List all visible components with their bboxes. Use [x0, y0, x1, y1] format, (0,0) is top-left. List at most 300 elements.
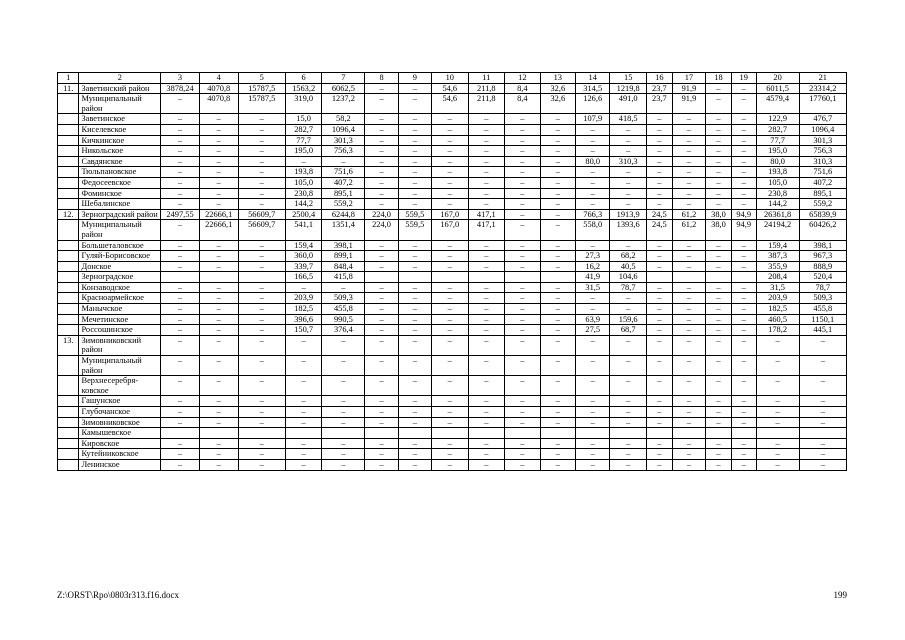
value-cell: 56609,7	[238, 220, 285, 240]
value-cell: –	[398, 325, 431, 336]
value-cell: –	[468, 199, 505, 210]
value-cell: –	[161, 124, 200, 135]
value-cell: –	[505, 304, 540, 315]
row-number	[58, 261, 79, 272]
value-cell: –	[365, 356, 398, 376]
value-cell: –	[646, 449, 672, 460]
value-cell: –	[540, 167, 575, 178]
value-cell: –	[646, 251, 672, 262]
value-cell: –	[468, 167, 505, 178]
column-number: 10	[432, 73, 469, 84]
table-row	[58, 251, 847, 262]
value-cell: –	[398, 240, 431, 251]
value-cell	[646, 272, 672, 283]
value-cell: –	[398, 282, 431, 293]
value-cell: 445,1	[799, 325, 846, 336]
value-cell: –	[706, 240, 732, 251]
value-cell: –	[672, 251, 705, 262]
value-cell: –	[199, 199, 238, 210]
value-cell: –	[161, 135, 200, 146]
value-cell: –	[505, 261, 540, 272]
value-cell: –	[646, 304, 672, 315]
value-cell: –	[540, 188, 575, 199]
value-cell: –	[161, 146, 200, 157]
value-cell: –	[646, 407, 672, 418]
row-number	[58, 449, 79, 460]
value-cell: 77,7	[756, 135, 799, 146]
value-cell	[432, 272, 469, 283]
value-cell: –	[398, 438, 431, 449]
value-cell: –	[199, 114, 238, 125]
table-row	[58, 356, 847, 376]
value-cell: –	[432, 199, 469, 210]
value-cell: –	[576, 417, 610, 428]
row-number	[58, 114, 79, 125]
value-cell	[468, 428, 505, 439]
value-cell: –	[610, 417, 647, 428]
row-number: 12.	[58, 209, 79, 220]
value-cell: –	[672, 261, 705, 272]
value-cell: 68,2	[610, 251, 647, 262]
value-cell: –	[432, 325, 469, 336]
territory-name: Зимовниковский район	[79, 335, 161, 355]
row-number	[58, 376, 79, 396]
value-cell: 208,4	[756, 272, 799, 283]
territory-name: Донское	[79, 261, 161, 272]
value-cell: 520,4	[799, 272, 846, 283]
territory-name: Киселевское	[79, 124, 161, 135]
value-cell: –	[505, 188, 540, 199]
value-cell: 23,7	[646, 94, 672, 114]
column-number: 15	[610, 73, 647, 84]
row-number	[58, 240, 79, 251]
value-cell: –	[706, 261, 732, 272]
value-cell: –	[646, 396, 672, 407]
column-number: 17	[672, 73, 705, 84]
value-cell: –	[468, 114, 505, 125]
value-cell: 31,5	[756, 282, 799, 293]
table-row	[58, 135, 847, 146]
value-cell	[199, 428, 238, 439]
value-cell: –	[365, 240, 398, 251]
value-cell: –	[706, 124, 732, 135]
value-cell: –	[199, 449, 238, 460]
value-cell: –	[199, 325, 238, 336]
value-cell: 27,5	[576, 325, 610, 336]
value-cell: 559,5	[398, 220, 431, 240]
row-number	[58, 251, 79, 262]
value-cell: 476,7	[799, 114, 846, 125]
value-cell: 77,7	[285, 135, 322, 146]
value-cell: 559,2	[799, 199, 846, 210]
value-cell	[398, 272, 431, 283]
value-cell: 27,3	[576, 251, 610, 262]
value-cell: –	[322, 407, 365, 418]
value-cell: –	[540, 396, 575, 407]
value-cell: 224,0	[365, 209, 398, 220]
value-cell: –	[199, 156, 238, 167]
value-cell: –	[468, 293, 505, 304]
value-cell: –	[706, 376, 732, 396]
value-cell: 8,4	[505, 83, 540, 94]
value-cell: –	[576, 240, 610, 251]
value-cell: –	[756, 438, 799, 449]
value-cell: –	[365, 407, 398, 418]
value-cell: –	[646, 261, 672, 272]
value-cell: –	[238, 376, 285, 396]
value-cell: 417,1	[468, 220, 505, 240]
value-cell: –	[432, 407, 469, 418]
value-cell: –	[731, 199, 756, 210]
value-cell: –	[756, 407, 799, 418]
value-cell: –	[468, 356, 505, 376]
table-row	[58, 407, 847, 418]
value-cell: 58,2	[322, 114, 365, 125]
value-cell: 105,0	[756, 177, 799, 188]
value-cell: 159,4	[285, 240, 322, 251]
value-cell: –	[432, 314, 469, 325]
value-cell: –	[199, 314, 238, 325]
value-cell: –	[322, 356, 365, 376]
territory-name: Манычское	[79, 304, 161, 315]
value-cell: –	[238, 135, 285, 146]
value-cell: 1563,2	[285, 83, 322, 94]
value-cell: –	[731, 417, 756, 428]
table-body	[58, 73, 847, 471]
value-cell: –	[756, 376, 799, 396]
value-cell: –	[540, 293, 575, 304]
value-cell: 1237,2	[322, 94, 365, 114]
value-cell: –	[576, 356, 610, 376]
value-cell: –	[398, 417, 431, 428]
value-cell: 314,5	[576, 83, 610, 94]
value-cell: –	[238, 335, 285, 355]
value-cell: –	[731, 407, 756, 418]
value-cell: –	[432, 417, 469, 428]
value-cell: –	[432, 282, 469, 293]
table-row	[58, 314, 847, 325]
value-cell: –	[731, 304, 756, 315]
value-cell: 26361,8	[756, 209, 799, 220]
value-cell: –	[540, 240, 575, 251]
value-cell: –	[161, 240, 200, 251]
value-cell: 91,9	[672, 94, 705, 114]
row-number	[58, 272, 79, 283]
value-cell: –	[468, 407, 505, 418]
value-cell: –	[731, 459, 756, 470]
column-number: 14	[576, 73, 610, 84]
value-cell: –	[398, 396, 431, 407]
value-cell: 301,3	[322, 135, 365, 146]
territory-name: Тюльпановское	[79, 167, 161, 178]
value-cell: –	[731, 396, 756, 407]
value-cell: –	[468, 146, 505, 157]
value-cell: –	[576, 199, 610, 210]
value-cell: –	[706, 146, 732, 157]
row-number	[58, 356, 79, 376]
value-cell	[322, 428, 365, 439]
value-cell: –	[199, 135, 238, 146]
value-cell: –	[731, 124, 756, 135]
value-cell: –	[468, 124, 505, 135]
value-cell: –	[646, 282, 672, 293]
value-cell: –	[540, 177, 575, 188]
value-cell: –	[238, 293, 285, 304]
value-cell: –	[706, 94, 732, 114]
value-cell: –	[238, 417, 285, 428]
value-cell	[285, 428, 322, 439]
value-cell: 766,3	[576, 209, 610, 220]
table-row	[58, 83, 847, 94]
value-cell: –	[365, 146, 398, 157]
value-cell: –	[540, 304, 575, 315]
territory-name: Большеталовское	[79, 240, 161, 251]
value-cell: –	[398, 156, 431, 167]
value-cell: –	[285, 438, 322, 449]
value-cell: –	[365, 335, 398, 355]
value-cell: –	[432, 449, 469, 460]
value-cell: –	[432, 251, 469, 262]
value-cell: –	[731, 314, 756, 325]
value-cell: –	[199, 304, 238, 315]
value-cell: –	[610, 449, 647, 460]
value-cell: –	[199, 417, 238, 428]
value-cell: –	[610, 304, 647, 315]
value-cell: –	[322, 417, 365, 428]
value-cell: –	[672, 188, 705, 199]
value-cell: –	[672, 314, 705, 325]
file-path: Z:\ORST\Rpo\0803r313.f16.docx	[57, 590, 179, 600]
column-number: 20	[756, 73, 799, 84]
value-cell: –	[398, 94, 431, 114]
value-cell: –	[706, 199, 732, 210]
value-cell: –	[398, 177, 431, 188]
value-cell: –	[540, 417, 575, 428]
value-cell: –	[161, 417, 200, 428]
value-cell	[365, 272, 398, 283]
value-cell: –	[672, 325, 705, 336]
value-cell: –	[540, 156, 575, 167]
value-cell: –	[731, 240, 756, 251]
value-cell: –	[799, 335, 846, 355]
value-cell: 60426,2	[799, 220, 846, 240]
value-cell: –	[365, 304, 398, 315]
value-cell: –	[468, 449, 505, 460]
territory-name: Конзаводское	[79, 282, 161, 293]
value-cell: –	[285, 417, 322, 428]
territory-name: Гуляй-Борисовское	[79, 251, 161, 262]
value-cell: –	[540, 199, 575, 210]
value-cell: –	[238, 124, 285, 135]
value-cell: –	[646, 188, 672, 199]
value-cell: –	[505, 167, 540, 178]
value-cell: 166,5	[285, 272, 322, 283]
territory-name: Зимовниковское	[79, 417, 161, 428]
row-number	[58, 293, 79, 304]
column-number: 3	[161, 73, 200, 84]
value-cell: –	[576, 177, 610, 188]
value-cell: 54,6	[432, 83, 469, 94]
value-cell: –	[706, 335, 732, 355]
value-cell: –	[238, 177, 285, 188]
value-cell: –	[646, 459, 672, 470]
value-cell: –	[706, 167, 732, 178]
value-cell: 509,3	[322, 293, 365, 304]
value-cell: –	[672, 304, 705, 315]
value-cell	[756, 428, 799, 439]
value-cell: –	[505, 251, 540, 262]
value-cell: –	[672, 114, 705, 125]
value-cell: –	[238, 325, 285, 336]
territory-name: Красноармейское	[79, 293, 161, 304]
value-cell: 396,6	[285, 314, 322, 325]
value-cell: –	[706, 396, 732, 407]
value-cell: –	[610, 396, 647, 407]
value-cell: –	[322, 396, 365, 407]
value-cell: –	[706, 407, 732, 418]
value-cell: 230,8	[756, 188, 799, 199]
value-cell: –	[398, 314, 431, 325]
value-cell: –	[672, 146, 705, 157]
value-cell: –	[199, 167, 238, 178]
value-cell: 211,8	[468, 94, 505, 114]
row-number	[58, 220, 79, 240]
value-cell: –	[468, 261, 505, 272]
value-cell: –	[706, 417, 732, 428]
column-number: 16	[646, 73, 672, 84]
value-cell: –	[161, 438, 200, 449]
value-cell: 1096,4	[799, 124, 846, 135]
territory-name: Муниципальный район	[79, 356, 161, 376]
value-cell: –	[238, 199, 285, 210]
value-cell: –	[706, 188, 732, 199]
value-cell: 182,5	[285, 304, 322, 315]
table-row	[58, 146, 847, 157]
value-cell: 967,3	[799, 251, 846, 262]
value-cell	[199, 272, 238, 283]
table-row	[58, 282, 847, 293]
value-cell: –	[432, 376, 469, 396]
value-cell: 80,0	[756, 156, 799, 167]
value-cell: –	[161, 335, 200, 355]
value-cell: 455,8	[322, 304, 365, 315]
territory-name: Муниципальный район	[79, 94, 161, 114]
table-row	[58, 124, 847, 135]
value-cell: 65839,9	[799, 209, 846, 220]
value-cell: –	[505, 135, 540, 146]
value-cell: 3878,24	[161, 83, 200, 94]
value-cell: –	[238, 188, 285, 199]
value-cell: 38,0	[706, 220, 732, 240]
column-number: 2	[79, 73, 161, 84]
value-cell: –	[576, 304, 610, 315]
value-cell: –	[646, 314, 672, 325]
value-cell: –	[731, 188, 756, 199]
value-cell: –	[610, 146, 647, 157]
value-cell: –	[706, 83, 732, 94]
value-cell: –	[576, 376, 610, 396]
value-cell: 32,6	[540, 83, 575, 94]
territory-name: Мечетинское	[79, 314, 161, 325]
value-cell: 558,0	[576, 220, 610, 240]
value-cell: 15787,5	[238, 94, 285, 114]
header-row	[58, 73, 847, 84]
value-cell: 193,8	[756, 167, 799, 178]
value-cell: –	[365, 282, 398, 293]
territory-name: Фоминское	[79, 188, 161, 199]
column-number: 4	[199, 73, 238, 84]
value-cell: –	[505, 449, 540, 460]
value-cell: 1351,4	[322, 220, 365, 240]
value-cell: 310,3	[799, 156, 846, 167]
value-cell: 107,9	[576, 114, 610, 125]
territory-name: Кутейниковское	[79, 449, 161, 460]
value-cell: –	[706, 459, 732, 470]
value-cell: –	[365, 293, 398, 304]
value-cell: –	[799, 449, 846, 460]
value-cell: 94,9	[731, 220, 756, 240]
value-cell: –	[731, 293, 756, 304]
value-cell: 407,2	[322, 177, 365, 188]
table-row	[58, 240, 847, 251]
value-cell: –	[505, 293, 540, 304]
value-cell: 167,0	[432, 220, 469, 240]
value-cell: –	[432, 167, 469, 178]
value-cell: –	[610, 167, 647, 178]
value-cell: –	[505, 199, 540, 210]
value-cell: –	[365, 325, 398, 336]
value-cell: 2497,55	[161, 209, 200, 220]
value-cell: –	[432, 356, 469, 376]
value-cell: –	[238, 251, 285, 262]
value-cell: 94,9	[731, 209, 756, 220]
value-cell: –	[610, 407, 647, 418]
value-cell: –	[646, 356, 672, 376]
value-cell: –	[161, 188, 200, 199]
value-cell: –	[199, 407, 238, 418]
value-cell: 195,0	[756, 146, 799, 157]
value-cell: –	[199, 356, 238, 376]
value-cell: –	[505, 335, 540, 355]
value-cell: –	[398, 114, 431, 125]
value-cell: –	[432, 240, 469, 251]
value-cell: –	[540, 335, 575, 355]
value-cell: 559,2	[322, 199, 365, 210]
territory-name: Кировское	[79, 438, 161, 449]
table-row	[58, 335, 847, 355]
value-cell: –	[672, 293, 705, 304]
value-cell: –	[199, 282, 238, 293]
column-number: 21	[799, 73, 846, 84]
value-cell: –	[199, 177, 238, 188]
value-cell: –	[161, 114, 200, 125]
value-cell: –	[161, 407, 200, 418]
value-cell: –	[646, 376, 672, 396]
value-cell: –	[672, 459, 705, 470]
value-cell: –	[468, 335, 505, 355]
value-cell: 61,2	[672, 209, 705, 220]
row-number	[58, 135, 79, 146]
value-cell: –	[540, 209, 575, 220]
value-cell: 32,6	[540, 94, 575, 114]
value-cell: –	[672, 417, 705, 428]
value-cell: 41,9	[576, 272, 610, 283]
territory-name: Муниципальный район	[79, 220, 161, 240]
value-cell: –	[756, 449, 799, 460]
value-cell: 178,2	[756, 325, 799, 336]
value-cell: –	[398, 449, 431, 460]
value-cell: 56609,7	[238, 209, 285, 220]
